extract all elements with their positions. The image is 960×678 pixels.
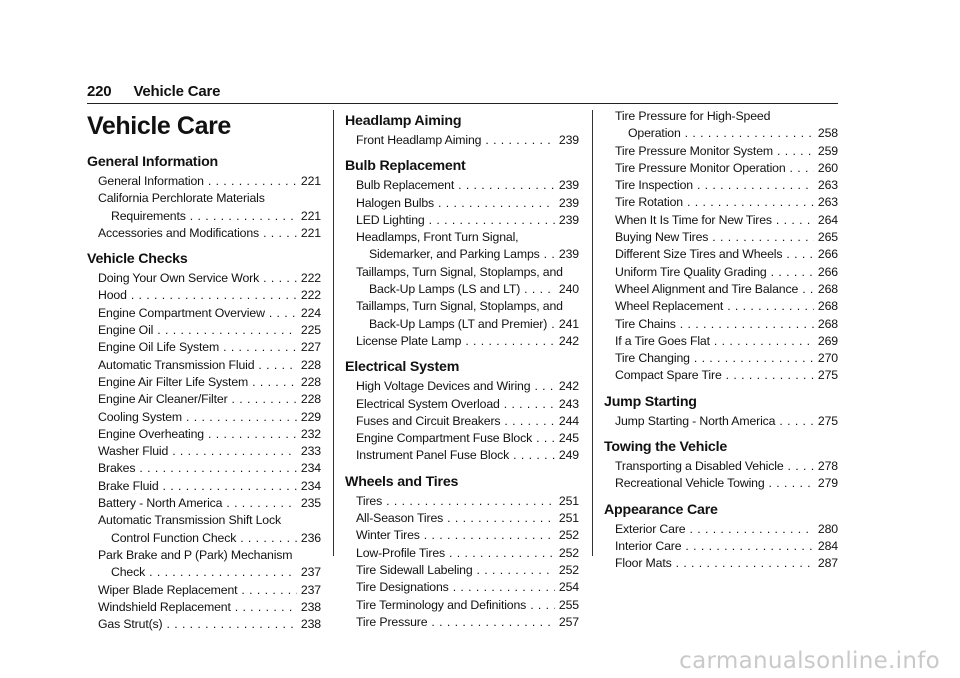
toc-entry-title: Tire Pressure Monitor System bbox=[615, 143, 773, 158]
toc-entry-title: Tires bbox=[356, 493, 383, 508]
toc-section bbox=[345, 471, 579, 631]
toc-page-number: 237 bbox=[300, 582, 321, 597]
toc-entry-title: Bulb Replacement bbox=[356, 178, 455, 193]
dot-leader bbox=[544, 246, 555, 263]
toc-page-number: 251 bbox=[558, 493, 579, 508]
dot-leader bbox=[530, 597, 555, 614]
toc-page-number: 265 bbox=[817, 230, 838, 245]
toc-page-number: 221 bbox=[300, 174, 321, 188]
dot-leader bbox=[269, 305, 297, 322]
toc-entry-title: Tire Changing bbox=[615, 351, 690, 366]
dot-leader bbox=[802, 281, 814, 298]
toc-page-number: 222 bbox=[300, 271, 321, 286]
dot-leader bbox=[690, 521, 814, 538]
section-heading: Appearance Care bbox=[604, 501, 718, 518]
toc-entry[interactable] bbox=[604, 367, 838, 384]
toc-page-number: 266 bbox=[817, 264, 838, 279]
toc-entry[interactable] bbox=[87, 443, 321, 460]
page-number: 220 bbox=[87, 83, 112, 100]
toc-entry-title: Windshield Replacement bbox=[98, 599, 231, 614]
toc-entry-title: Floor Mats bbox=[615, 556, 672, 571]
column-divider bbox=[333, 110, 334, 556]
column-divider bbox=[592, 110, 593, 556]
toc-page-number: 264 bbox=[817, 212, 838, 227]
toc-entry[interactable] bbox=[604, 413, 838, 430]
toc-page-number: 275 bbox=[817, 413, 838, 428]
toc-entry[interactable] bbox=[87, 173, 321, 190]
dot-leader bbox=[223, 339, 297, 356]
toc-entry[interactable] bbox=[345, 378, 579, 395]
toc-page-number: 287 bbox=[817, 556, 838, 571]
dot-leader bbox=[771, 264, 814, 281]
dot-leader bbox=[534, 378, 554, 395]
toc-page-number: 235 bbox=[300, 496, 321, 511]
toc-page-number: 245 bbox=[558, 431, 579, 446]
toc-entry-title: Engine Air Filter Life System bbox=[98, 374, 249, 389]
toc-section bbox=[345, 110, 579, 149]
toc-entry[interactable] bbox=[345, 177, 579, 194]
toc-entry-title: LED Lighting bbox=[356, 212, 425, 227]
toc-entry-title: Electrical System Overload bbox=[356, 396, 500, 411]
toc-entry[interactable] bbox=[87, 225, 321, 242]
dot-leader bbox=[226, 495, 297, 512]
toc-entry-title: Front Headlamp Aiming bbox=[356, 133, 482, 147]
toc-entry-title: Automatic Transmission Fluid bbox=[98, 357, 255, 372]
toc-entry[interactable] bbox=[345, 132, 579, 149]
toc-entry-title: Halogen Bulbs bbox=[356, 195, 435, 210]
toc-entry[interactable] bbox=[345, 510, 579, 527]
toc-page-number: 252 bbox=[558, 545, 579, 560]
toc-entry[interactable] bbox=[345, 264, 579, 299]
toc-page-number: 263 bbox=[817, 195, 838, 210]
toc-entry[interactable] bbox=[604, 143, 838, 160]
toc-column-3 bbox=[604, 108, 838, 573]
toc-entry-title: Taillamps, Turn Signal, Stoplamps, and bbox=[356, 264, 563, 279]
toc-entry[interactable] bbox=[345, 493, 579, 510]
toc-entry-title: Hood bbox=[98, 288, 127, 303]
toc-entry-title: Exterior Care bbox=[615, 521, 686, 536]
toc-entry[interactable] bbox=[604, 298, 838, 315]
section-heading: Towing the Vehicle bbox=[604, 439, 728, 456]
toc-section bbox=[345, 155, 579, 350]
dot-leader bbox=[186, 409, 297, 426]
toc-section bbox=[345, 356, 579, 464]
dot-leader bbox=[252, 374, 297, 391]
toc-entry-title: Accessories and Modifications bbox=[98, 225, 260, 240]
dot-leader bbox=[429, 212, 555, 229]
running-title: Vehicle Care bbox=[133, 83, 221, 100]
toc-entry-title: Tire Designations bbox=[356, 580, 449, 595]
toc-entry[interactable] bbox=[345, 396, 579, 413]
toc-entry-title: Doing Your Own Service Work bbox=[98, 271, 260, 286]
toc-entry[interactable] bbox=[345, 333, 579, 350]
toc-page-number: 275 bbox=[817, 368, 838, 383]
toc-entry-title: Low-Profile Tires bbox=[356, 545, 446, 560]
dot-leader bbox=[685, 125, 814, 142]
dot-leader bbox=[676, 555, 814, 572]
dot-leader bbox=[263, 225, 297, 242]
toc-entry[interactable] bbox=[87, 599, 321, 616]
toc-entry-title: Automatic Transmission Shift Lock bbox=[98, 513, 281, 528]
toc-entry-title: Headlamps, Front Turn Signal, bbox=[356, 230, 519, 245]
dot-leader bbox=[790, 160, 814, 177]
toc-entry-title: Gas Strut(s) bbox=[98, 617, 163, 632]
toc-entry-title: Tire Pressure Monitor Operation bbox=[615, 160, 786, 175]
dot-leader bbox=[477, 562, 555, 579]
dot-leader bbox=[776, 212, 814, 229]
toc-page-number: 228 bbox=[300, 374, 321, 389]
toc-entry[interactable] bbox=[345, 413, 579, 430]
toc-entry[interactable] bbox=[345, 562, 579, 579]
toc-entry[interactable] bbox=[87, 478, 321, 495]
dot-leader bbox=[779, 413, 814, 430]
dot-leader bbox=[524, 281, 555, 298]
toc-entry-title: High Voltage Devices and Wiring bbox=[356, 379, 531, 394]
toc-entry-title: Engine Compartment Overview bbox=[98, 305, 265, 320]
toc-section bbox=[604, 436, 838, 493]
toc-entry[interactable] bbox=[345, 430, 579, 447]
toc-entry[interactable] bbox=[87, 357, 321, 374]
toc-entry[interactable] bbox=[87, 305, 321, 322]
toc-entry[interactable] bbox=[87, 409, 321, 426]
toc-page-number: 268 bbox=[817, 299, 838, 314]
dot-leader bbox=[208, 173, 297, 190]
toc-entry[interactable] bbox=[345, 298, 579, 333]
toc-entry-title: Different Size Tires and Wheels bbox=[615, 247, 783, 262]
toc-entry-title: Cooling System bbox=[98, 409, 183, 424]
dot-leader bbox=[687, 194, 814, 211]
toc-entry-title: Wiper Blade Replacement bbox=[98, 582, 238, 597]
dot-leader bbox=[685, 538, 814, 555]
toc-entry[interactable] bbox=[604, 160, 838, 177]
toc-column-1 bbox=[87, 151, 321, 633]
toc-entry[interactable] bbox=[604, 194, 838, 211]
toc-page-number: 224 bbox=[300, 305, 321, 320]
toc-entry-title: Taillamps, Turn Signal, Stoplamps, and bbox=[356, 299, 563, 314]
toc-entry-title: Tire Pressure bbox=[356, 614, 428, 629]
toc-section bbox=[87, 151, 321, 242]
toc-entry[interactable] bbox=[345, 545, 579, 562]
toc-page-number: 259 bbox=[817, 143, 838, 158]
toc-page-number: 270 bbox=[817, 351, 838, 366]
toc-entry[interactable] bbox=[87, 391, 321, 408]
toc-page-number: 252 bbox=[558, 562, 579, 577]
toc-page-number: 236 bbox=[300, 530, 321, 545]
section-heading: Bulb Replacement bbox=[345, 158, 466, 175]
toc-page-number: 258 bbox=[817, 126, 838, 141]
section-heading: Vehicle Checks bbox=[87, 251, 188, 268]
toc-entry-title: If a Tire Goes Flat bbox=[615, 333, 710, 348]
dot-leader bbox=[485, 132, 555, 149]
dot-leader bbox=[235, 599, 297, 616]
toc-entry-title: Tire Sidewall Labeling bbox=[356, 562, 473, 577]
toc-entry[interactable] bbox=[87, 374, 321, 391]
toc-entry-title: Park Brake and P (Park) Mechanism bbox=[98, 547, 293, 562]
toc-page-number: 239 bbox=[558, 247, 579, 262]
toc-page-number: 228 bbox=[300, 392, 321, 407]
toc-page-number: 225 bbox=[300, 323, 321, 338]
toc-entry[interactable] bbox=[604, 458, 838, 475]
toc-entry[interactable] bbox=[604, 229, 838, 246]
dot-leader bbox=[697, 177, 814, 194]
toc-page-number: 227 bbox=[300, 340, 321, 355]
toc-entry-title: Winter Tires bbox=[356, 528, 420, 543]
section-heading: General Information bbox=[87, 154, 219, 170]
dot-leader bbox=[166, 616, 296, 633]
dot-leader bbox=[139, 460, 297, 477]
toc-page-number: 240 bbox=[558, 282, 579, 297]
toc-entry-title: Battery - North America bbox=[98, 496, 223, 511]
toc-entry-title: When It Is Time for New Tires bbox=[615, 212, 772, 227]
toc-page-number: 237 bbox=[300, 565, 321, 580]
toc-entry[interactable] bbox=[345, 614, 579, 631]
watermark: carmanualsonline.info bbox=[679, 648, 940, 674]
section-heading: Wheels and Tires bbox=[345, 473, 459, 490]
toc-entry[interactable] bbox=[87, 287, 321, 304]
dot-leader bbox=[680, 316, 814, 333]
toc-entry-title: Operation bbox=[628, 126, 681, 141]
toc-entry[interactable] bbox=[345, 579, 579, 596]
toc-entry[interactable] bbox=[345, 229, 579, 264]
toc-page-number: 241 bbox=[558, 316, 579, 331]
toc-entry-title: Recreational Vehicle Towing bbox=[615, 476, 765, 491]
toc-page-number: 257 bbox=[558, 614, 579, 629]
toc-entry-title: Back-Up Lamps (LT and Premier) bbox=[369, 316, 548, 331]
toc-entry-title: Wheel Alignment and Tire Balance bbox=[615, 281, 799, 296]
toc-entry-title: All-Season Tires bbox=[356, 511, 444, 526]
toc-entry[interactable] bbox=[345, 597, 579, 614]
toc-page-number: 266 bbox=[817, 247, 838, 262]
toc-entry[interactable] bbox=[604, 475, 838, 492]
toc-section bbox=[604, 108, 838, 385]
toc-page-number: 238 bbox=[300, 617, 321, 632]
dot-leader bbox=[504, 413, 555, 430]
toc-entry-title: Instrument Panel Fuse Block bbox=[356, 448, 510, 463]
toc-section bbox=[87, 248, 321, 633]
toc-entry-title: Engine Oil bbox=[98, 323, 154, 338]
dot-leader bbox=[504, 396, 555, 413]
dot-leader bbox=[438, 195, 555, 212]
dot-leader bbox=[157, 322, 297, 339]
section-heading: Headlamp Aiming bbox=[345, 113, 462, 129]
dot-leader bbox=[232, 391, 297, 408]
dot-leader bbox=[465, 333, 555, 350]
toc-entry[interactable] bbox=[604, 555, 838, 572]
toc-page-number: 263 bbox=[817, 178, 838, 193]
dot-leader bbox=[424, 527, 555, 544]
section-heading: Electrical System bbox=[345, 359, 460, 376]
chapter-title: Vehicle Care bbox=[87, 112, 231, 140]
toc-page-number: 229 bbox=[300, 409, 321, 424]
toc-page-number: 232 bbox=[300, 426, 321, 441]
toc-entry-title: Engine Overheating bbox=[98, 426, 204, 441]
toc-entry[interactable] bbox=[604, 350, 838, 367]
toc-entry-title: License Plate Lamp bbox=[356, 333, 462, 348]
toc-entry-title: Tire Rotation bbox=[615, 195, 683, 210]
toc-page-number: 243 bbox=[558, 396, 579, 411]
toc-entry-title: Requirements bbox=[111, 208, 186, 223]
toc-page-number: 251 bbox=[558, 511, 579, 526]
toc-entry-title: California Perchlorate Materials bbox=[98, 191, 265, 206]
toc-entry[interactable] bbox=[604, 538, 838, 555]
dot-leader bbox=[788, 458, 814, 475]
toc-entry[interactable] bbox=[87, 339, 321, 356]
toc-entry-title: General Information bbox=[98, 174, 204, 188]
toc-page-number: 222 bbox=[300, 288, 321, 303]
dot-leader bbox=[163, 478, 297, 495]
toc-entry-title: Buying New Tires bbox=[615, 230, 709, 245]
toc-page-number: 249 bbox=[558, 448, 579, 463]
toc-page-number: 284 bbox=[817, 538, 838, 553]
dot-leader bbox=[431, 614, 555, 631]
toc-page-number: 279 bbox=[817, 476, 838, 491]
toc-page-number: 244 bbox=[558, 413, 579, 428]
toc-entry[interactable] bbox=[604, 281, 838, 298]
dot-leader bbox=[536, 430, 555, 447]
toc-entry[interactable] bbox=[604, 108, 838, 143]
header-rule bbox=[87, 103, 838, 104]
dot-leader bbox=[769, 475, 814, 492]
toc-entry-title: Control Function Check bbox=[111, 530, 237, 545]
toc-entry-title: Compact Spare Tire bbox=[615, 368, 722, 383]
toc-page-number: 280 bbox=[817, 521, 838, 536]
dot-leader bbox=[458, 177, 555, 194]
toc-page-number: 242 bbox=[558, 379, 579, 394]
toc-entry-title: Brakes bbox=[98, 461, 136, 476]
toc-entry[interactable] bbox=[604, 246, 838, 263]
toc-entry-title: Engine Air Cleaner/Filter bbox=[98, 392, 228, 407]
toc-page-number: 239 bbox=[558, 178, 579, 193]
toc-page-number: 269 bbox=[817, 333, 838, 348]
dot-leader bbox=[712, 229, 814, 246]
dot-leader bbox=[258, 357, 297, 374]
toc-entry[interactable] bbox=[604, 177, 838, 194]
toc-entry[interactable] bbox=[604, 333, 838, 350]
toc-entry[interactable] bbox=[87, 495, 321, 512]
dot-leader bbox=[551, 316, 555, 333]
toc-entry[interactable] bbox=[604, 316, 838, 333]
toc-page-number: 238 bbox=[300, 599, 321, 614]
toc-page-number: 239 bbox=[558, 195, 579, 210]
toc-entry-title: Interior Care bbox=[615, 538, 682, 553]
toc-entry-title: Tire Inspection bbox=[615, 178, 693, 193]
dot-leader bbox=[694, 350, 814, 367]
toc-entry-title: Tire Pressure for High-Speed bbox=[615, 109, 771, 123]
toc-page-number: 239 bbox=[558, 212, 579, 227]
toc-entry[interactable] bbox=[87, 322, 321, 339]
toc-page-number: 255 bbox=[558, 597, 579, 612]
toc-entry-title: Uniform Tire Quality Grading bbox=[615, 264, 767, 279]
dot-leader bbox=[513, 447, 555, 464]
toc-entry[interactable] bbox=[345, 527, 579, 544]
toc-page-number: 239 bbox=[558, 133, 579, 147]
dot-leader bbox=[726, 367, 814, 384]
toc-page-number: 234 bbox=[300, 461, 321, 476]
toc-section bbox=[604, 391, 838, 430]
dot-leader bbox=[263, 270, 297, 287]
toc-page-number: 234 bbox=[300, 478, 321, 493]
toc-entry-title: Engine Compartment Fuse Block bbox=[356, 431, 533, 446]
toc-page-number: 221 bbox=[300, 208, 321, 223]
toc-entry-title: Back-Up Lamps (LS and LT) bbox=[369, 282, 521, 297]
dot-leader bbox=[714, 333, 814, 350]
toc-entry-title: Washer Fluid bbox=[98, 444, 169, 459]
toc-entry[interactable] bbox=[87, 190, 321, 225]
toc-entry[interactable] bbox=[345, 195, 579, 212]
toc-entry-title: Jump Starting - North America bbox=[615, 413, 776, 428]
toc-entry-title: Transporting a Disabled Vehicle bbox=[615, 459, 784, 474]
toc-page-number: 228 bbox=[300, 357, 321, 372]
toc-page-number: 268 bbox=[817, 281, 838, 296]
toc-entry[interactable] bbox=[604, 212, 838, 229]
toc-entry[interactable] bbox=[87, 270, 321, 287]
dot-leader bbox=[447, 510, 555, 527]
toc-page-number: 268 bbox=[817, 316, 838, 331]
page-header bbox=[87, 83, 220, 100]
toc-entry[interactable] bbox=[87, 616, 321, 633]
toc-entry-title: Brake Fluid bbox=[98, 478, 159, 493]
toc-column-2 bbox=[345, 110, 579, 631]
toc-entry-title: Check bbox=[111, 565, 146, 580]
dot-leader bbox=[240, 530, 297, 547]
toc-section bbox=[604, 499, 838, 573]
toc-entry[interactable] bbox=[87, 547, 321, 582]
dot-leader bbox=[241, 582, 297, 599]
toc-entry[interactable] bbox=[87, 512, 321, 547]
dot-leader bbox=[131, 287, 297, 304]
section-heading: Jump Starting bbox=[604, 393, 697, 410]
toc-entry-title: Tire Terminology and Definitions bbox=[356, 597, 527, 612]
toc-entry-title: Engine Oil Life System bbox=[98, 340, 220, 355]
toc-entry-title: Tire Chains bbox=[615, 316, 676, 331]
toc-entry[interactable] bbox=[87, 426, 321, 443]
toc-entry-title: Wheel Replacement bbox=[615, 299, 724, 314]
dot-leader bbox=[386, 493, 555, 510]
toc-entry-title: Fuses and Circuit Breakers bbox=[356, 413, 501, 428]
toc-entry[interactable] bbox=[604, 264, 838, 281]
toc-entry[interactable] bbox=[345, 447, 579, 464]
dot-leader bbox=[149, 564, 297, 581]
toc-entry[interactable] bbox=[87, 460, 321, 477]
dot-leader bbox=[208, 426, 297, 443]
dot-leader bbox=[449, 545, 555, 562]
toc-entry[interactable] bbox=[604, 521, 838, 538]
dot-leader bbox=[727, 298, 814, 315]
dot-leader bbox=[777, 143, 814, 160]
toc-page-number: 278 bbox=[817, 459, 838, 474]
toc-entry[interactable] bbox=[345, 212, 579, 229]
toc-page-number: 252 bbox=[558, 528, 579, 543]
dot-leader bbox=[786, 246, 814, 263]
toc-page-number: 260 bbox=[817, 160, 838, 175]
toc-page-number: 221 bbox=[300, 225, 321, 240]
toc-entry[interactable] bbox=[87, 582, 321, 599]
dot-leader bbox=[453, 579, 555, 596]
dot-leader bbox=[172, 443, 297, 460]
toc-page-number: 242 bbox=[558, 333, 579, 348]
dot-leader bbox=[190, 208, 297, 225]
toc-page-number: 254 bbox=[558, 580, 579, 595]
toc-page-number: 233 bbox=[300, 444, 321, 459]
toc-entry-title: Sidemarker, and Parking Lamps bbox=[369, 247, 540, 262]
